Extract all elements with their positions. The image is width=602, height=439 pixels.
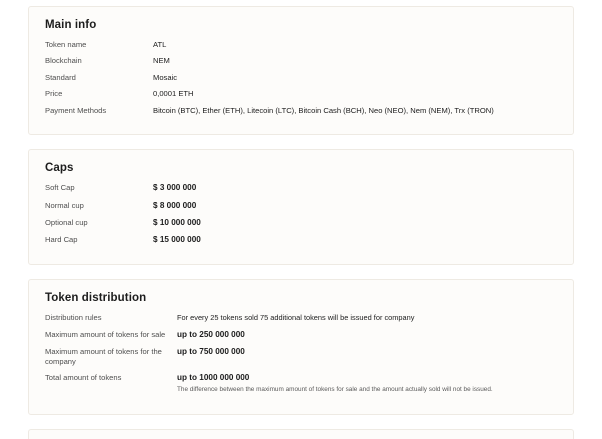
row-label: Blockchain: [45, 56, 82, 66]
table-row: [45, 235, 559, 252]
row-label: Price: [45, 89, 63, 99]
card-caps-title: Caps: [45, 162, 74, 175]
row-label: Total amount of tokens: [45, 373, 122, 383]
row-label: Maximum amount of tokens for sale: [45, 329, 166, 339]
table-row: [45, 56, 559, 72]
table-row: [45, 106, 559, 122]
row-value-text: up to 1000 000 000: [177, 373, 250, 383]
row-value: Mosaic: [153, 72, 178, 82]
row-value: up to 750 000 000: [177, 347, 245, 357]
table-row: [45, 201, 559, 218]
table-row: [45, 313, 559, 329]
card-token-distribution: [28, 279, 574, 414]
table-row: [45, 40, 559, 56]
caps-table: [45, 183, 559, 252]
row-label: Normal cup: [45, 200, 84, 210]
row-label: Optional cup: [45, 217, 88, 227]
row-label: Token name: [45, 40, 87, 49]
table-row: [45, 373, 559, 402]
row-value: For every 25 tokens sold 75 additional tokens will be issued for company: [177, 313, 415, 323]
row-value: up to 250 000 000: [177, 329, 245, 339]
card-caps: [28, 149, 574, 265]
card-main-info: [28, 6, 574, 135]
table-row: [45, 347, 559, 373]
main-info-table: [45, 40, 559, 122]
card-token-distribution-title: Token distribution: [45, 292, 147, 305]
card-main-info-body: [29, 19, 573, 122]
card-token-distribution-body: [29, 292, 573, 401]
card-caps-body: [29, 162, 573, 252]
table-row: [45, 73, 559, 89]
table-row: [45, 218, 559, 235]
row-value-note: The difference between the maximum amount of tokens for sale and the amount actually sold will not be issued.: [177, 386, 493, 394]
table-row: [45, 183, 559, 200]
row-value: $ 3 000 000: [153, 183, 197, 193]
row-label: Maximum amount of tokens for the company: [45, 347, 162, 366]
card-main-info-title: Main info: [45, 19, 97, 31]
row-label: Distribution rules: [45, 313, 102, 323]
row-value: Bitcoin (BTC), Ether (ETH), Litecoin (LTC), Bitcoin Cash (BCH), Neo (NEO), Nem (NEM), Trx (TRON): [153, 105, 494, 115]
row-value: 0,0001 ETH: [153, 89, 194, 99]
row-value: $ 10 000 000: [153, 217, 201, 227]
card-next-partial: [28, 429, 574, 439]
table-row: [45, 330, 559, 347]
row-value: NEM: [153, 56, 170, 66]
table-row: [45, 89, 559, 105]
row-label: Payment Methods: [45, 105, 107, 115]
row-value: ATL: [153, 40, 167, 49]
row-value: [177, 373, 559, 402]
row-label: Hard Cap: [45, 235, 78, 245]
row-label: Standard: [45, 72, 76, 82]
token-distribution-table: [45, 313, 559, 401]
row-value: $ 15 000 000: [153, 235, 201, 245]
row-label: Soft Cap: [45, 183, 75, 193]
row-value: $ 8 000 000: [153, 200, 197, 210]
